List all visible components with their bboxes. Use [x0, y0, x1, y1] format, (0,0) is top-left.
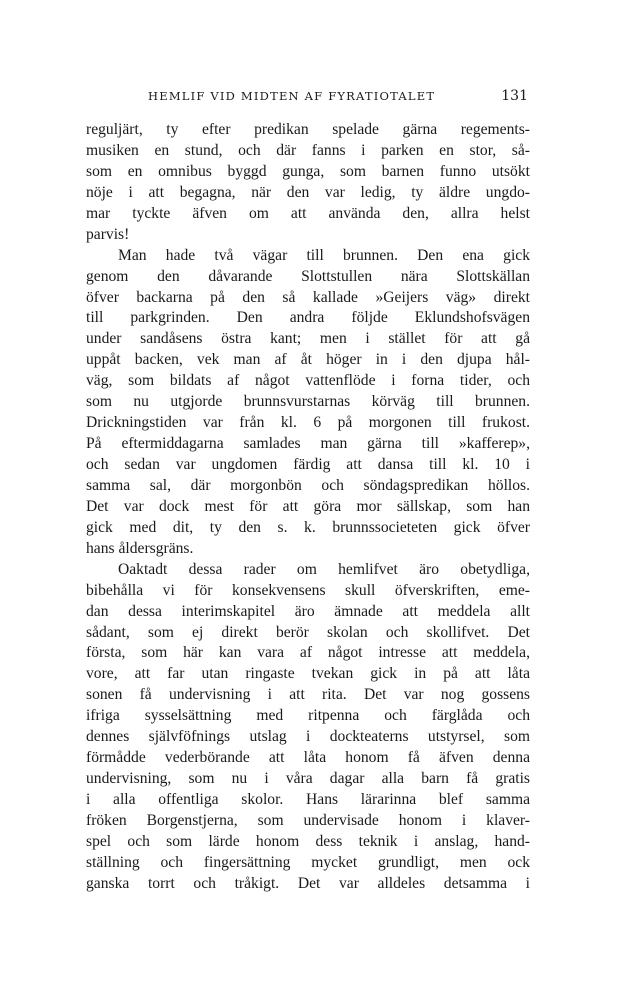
text-line-content: ganska torrt och tråkigt. Det var alldeles detsamma i [86, 874, 530, 892]
text-line-content: och sedan var ungdomen färdig att dansa till kl. 10 i [86, 456, 530, 473]
text-line [86, 204, 530, 225]
text-line-content: Man hade två vägar till brunnen. Den ena gick [118, 246, 530, 264]
text-line-content: fröken Borgenstjerna, som undervisade honom i klaver- [86, 811, 530, 829]
text-line [86, 685, 530, 706]
text-line-content: Det var dock mest för att göra mor sällskap, som han [86, 497, 530, 515]
text-line-content: undervisning, som nu i våra dagar alla barn få gratis [86, 770, 530, 788]
text-line-content: som en omnibus byggd gunga, som barnen funno utsökt [86, 162, 530, 180]
text-line [86, 120, 530, 141]
text-line-content: hans åldersgräns. [86, 539, 194, 557]
text-line [86, 476, 530, 497]
text-line-content: Drickningstiden var från kl. 6 på morgonen till frukost. [86, 414, 530, 432]
text-line [86, 162, 530, 183]
text-line-content: sådant, som ej direkt berör skolan och skollifvet. Det [86, 623, 530, 641]
text-line-content: under sandåsens östra kant; men i stället för att gå [86, 330, 530, 348]
text-line [86, 539, 530, 560]
text-line-content: som nu utgjorde brunnsvurstarnas körväg till brunnen. [86, 393, 530, 411]
text-line [86, 183, 530, 204]
text-line [86, 811, 530, 832]
text-line [86, 790, 530, 811]
text-line-content: ifriga sysselsättning med ritpenna och färglåda och [86, 707, 530, 725]
text-line-content: gick med dit, ty den s. k. brunnssocieteten gick öfver [86, 518, 530, 536]
text-line [86, 225, 530, 246]
text-line-content: till parkgrinden. Den andra följde Eklundshofsvägen [86, 309, 530, 327]
text-line [86, 832, 530, 853]
text-line-content: samma sal, där morgonbön och söndagspredikan höllos. [86, 476, 530, 494]
text-line [86, 267, 530, 288]
text-line [86, 623, 530, 644]
text-line-content: På eftermiddagarna samlades man gärna till »kafferep», [86, 435, 530, 453]
text-line-content: dennes självföfnings utslag i dockteaterns utstyrsel, som [86, 728, 530, 746]
text-line-content: uppåt backen, vek man af åt höger in i den djupa hål- [86, 351, 530, 369]
text-line-content: reguljärt, ty efter predikan spelade gärna regements- [86, 121, 530, 138]
text-line-content: första, som här kan vara af något intresse att meddela, [86, 644, 530, 662]
text-line [86, 350, 530, 371]
text-line [86, 706, 530, 727]
text-line [86, 748, 530, 769]
text-line-content: vore, att far utan ringaste tvekan gick in på att låta [86, 665, 530, 683]
page-number: 131 [501, 88, 528, 104]
text-line [86, 853, 530, 874]
text-line-content: öfver backarna på den så kallade »Geijers väg» direkt [86, 288, 530, 306]
text-line-content: sonen få undervisning i att rita. Det var nog gossens [86, 686, 530, 704]
text-line [86, 602, 530, 623]
text-line [86, 518, 530, 539]
text-line [86, 308, 530, 329]
text-line-content: musiken en stund, och där fanns i parken en stor, så- [86, 141, 530, 159]
text-line-content: genom den dåvarande Slottstullen nära Slottskällan [86, 267, 530, 285]
text-line-content: Oaktadt dessa rader om hemlifvet äro obetydliga, [118, 560, 530, 578]
text-line-content: nöje i att begagna, när den var ledig, ty äldre ungdo- [86, 183, 530, 201]
text-line-content: spel och som lärde honom dess teknik i anslag, hand- [86, 832, 530, 850]
text-line [86, 392, 530, 413]
text-line [86, 141, 530, 162]
running-header [86, 89, 530, 107]
text-line-content: i alla offentliga skolor. Hans lärarinna blef samma [86, 791, 530, 808]
text-line [86, 413, 530, 434]
text-line-content: ställning och fingersättning mycket grundligt, men ock [86, 853, 530, 871]
text-line-content: förmådde vederbörande att låta honom få äfven denna [86, 749, 530, 767]
text-line [86, 769, 530, 790]
body-text [86, 120, 530, 895]
text-line [86, 288, 530, 309]
text-line [86, 643, 530, 664]
text-line [86, 329, 530, 350]
text-line-content: mar tyckte äfven om att använda den, allra helst [86, 204, 530, 222]
text-line [86, 497, 530, 518]
text-line [86, 874, 530, 895]
text-line [86, 664, 530, 685]
text-line [86, 581, 530, 602]
text-line [86, 434, 530, 455]
running-title: HEMLIF VID MIDTEN AF FYRATIOTALET [148, 89, 436, 103]
text-line-content: väg, som bildats af något vattenflöde i forna tider, och [86, 372, 530, 390]
text-line-content: bibehålla vi för konsekvensens skull öfverskriften, eme- [86, 581, 530, 599]
text-line [86, 727, 530, 748]
text-line-content: dan dessa interimskapitel äro ämnade att meddela allt [86, 602, 530, 620]
text-line [86, 560, 530, 581]
text-line-content: parvis! [86, 225, 130, 243]
text-line [86, 455, 530, 476]
text-line [86, 371, 530, 392]
text-line [86, 246, 530, 267]
